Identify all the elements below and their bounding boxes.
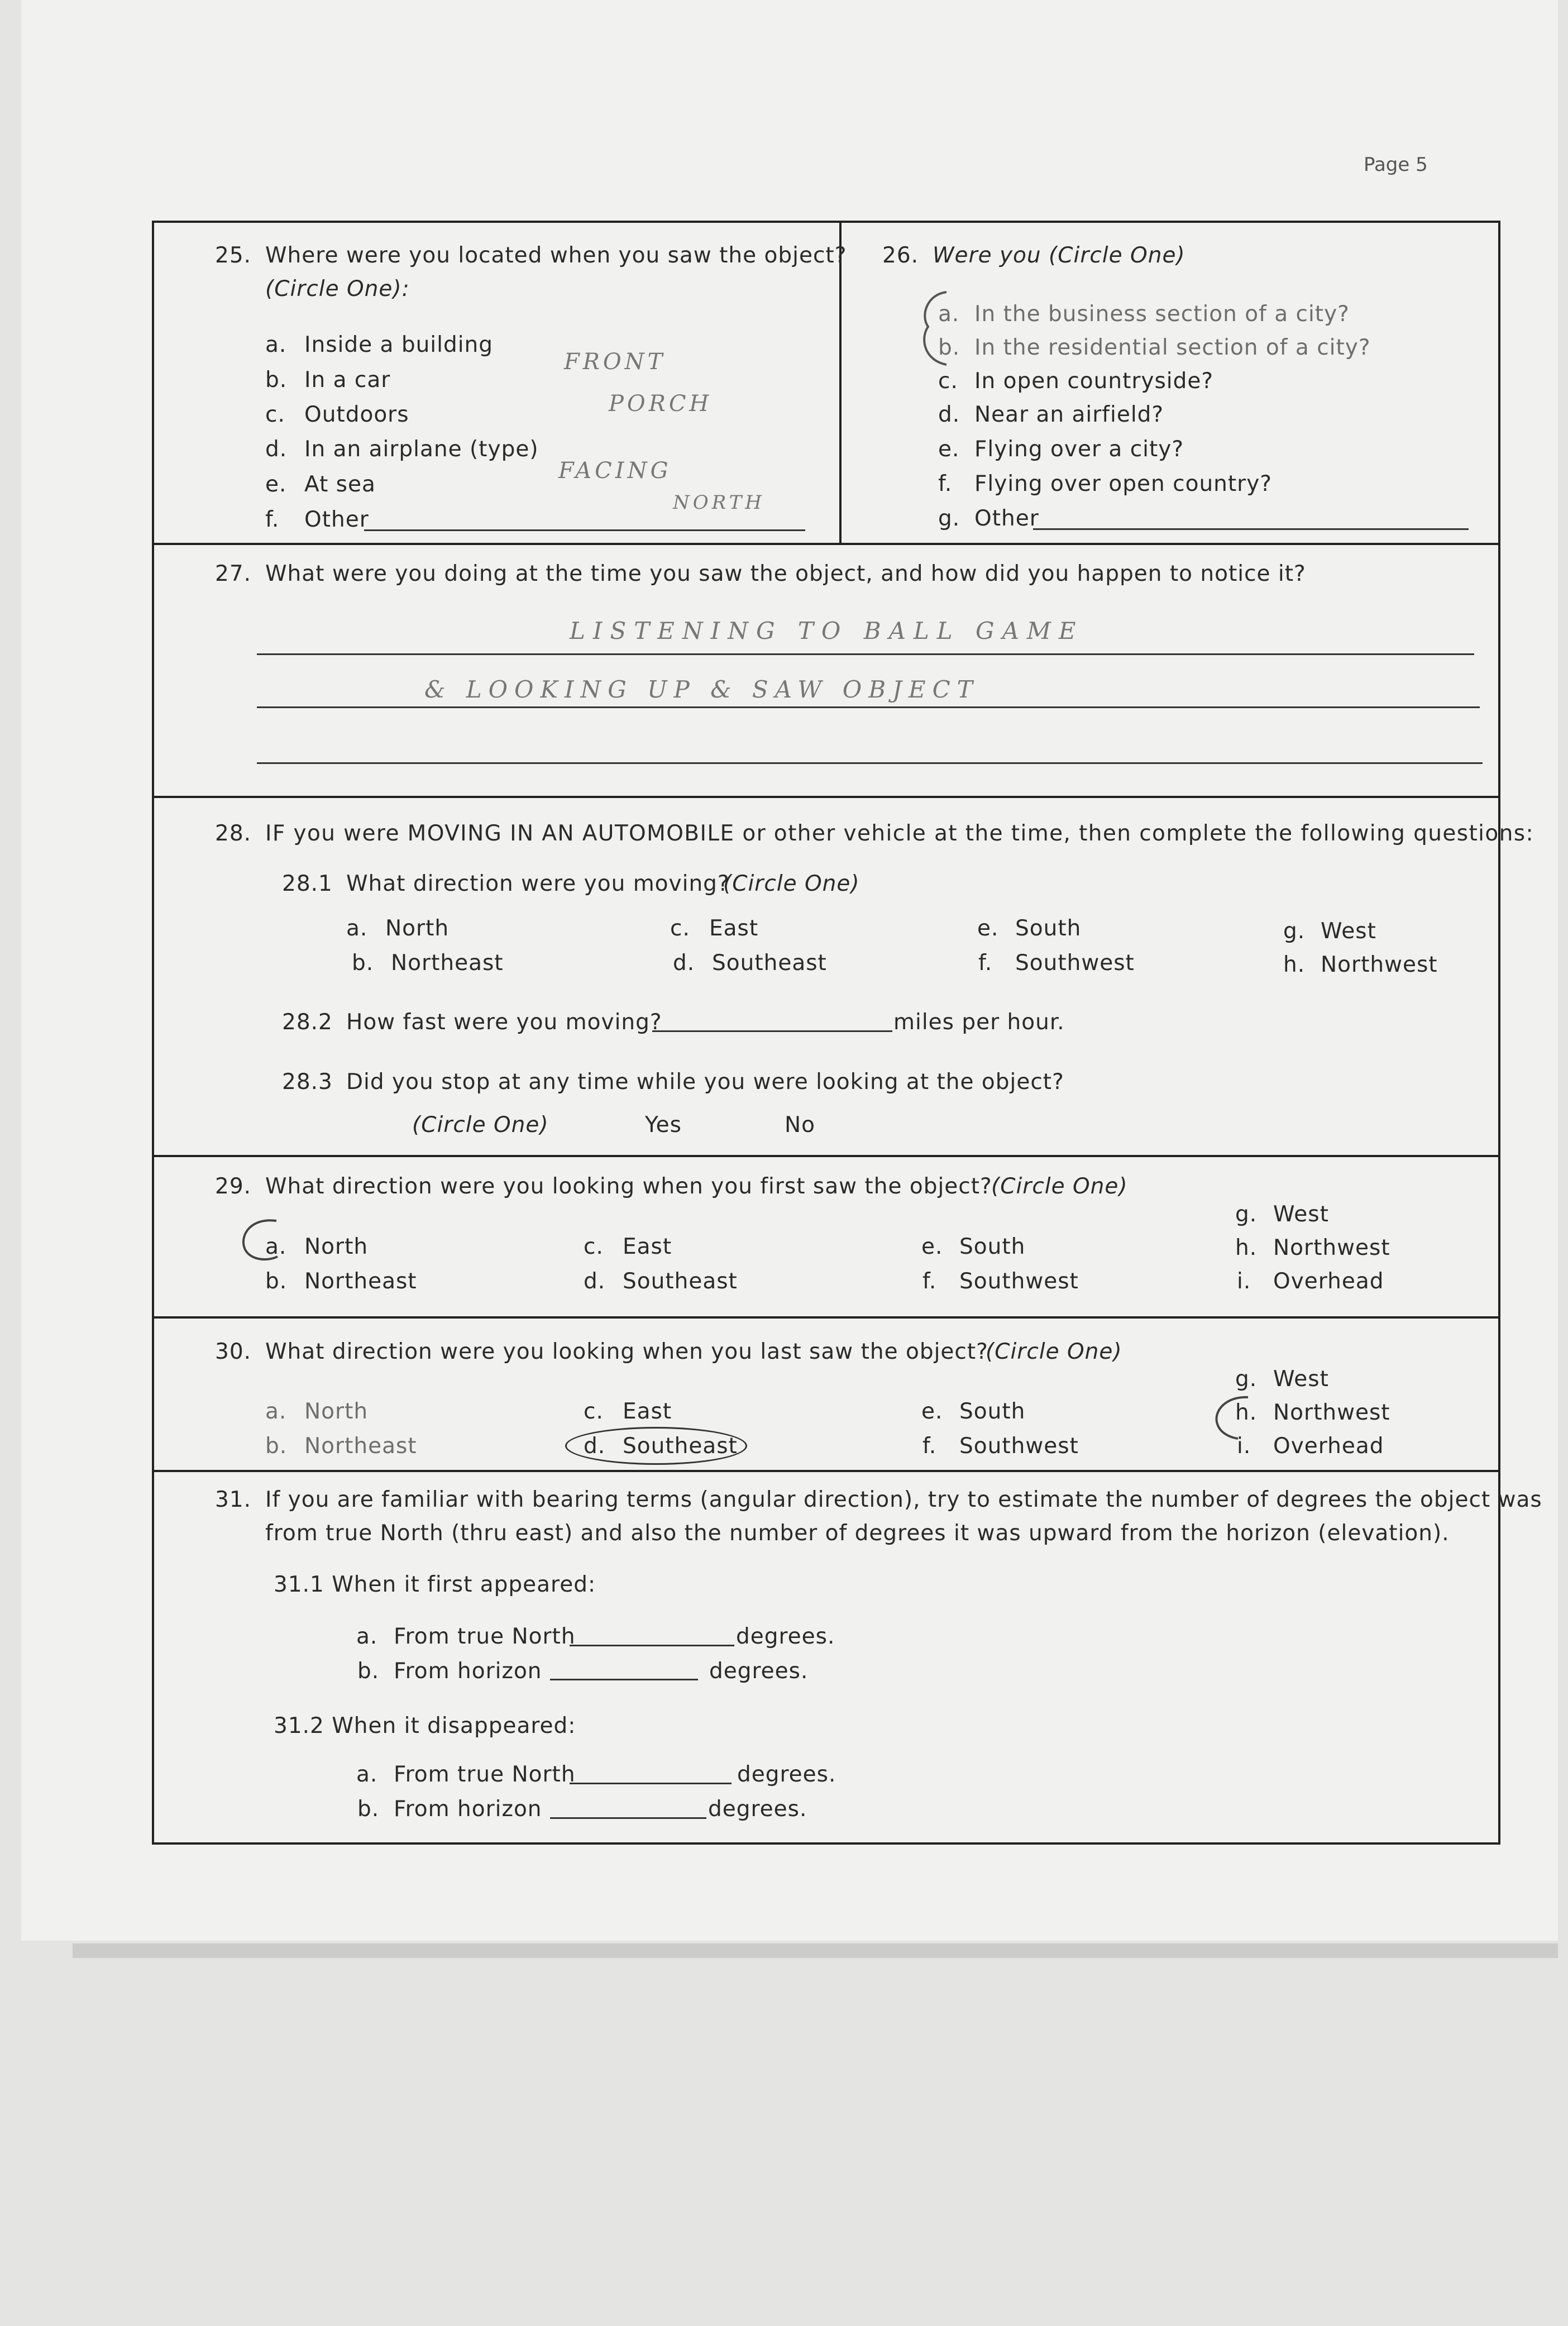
q25-number: 25. [215,243,252,268]
paper-shadow [73,1943,1558,1958]
q28-dir-c-letter: c. [670,916,690,941]
q31-text-line-2: from true North (thru east) and also the number of degrees it was upward from the horizon (elevation). [265,1521,1450,1546]
q28-dir-h-letter: h. [1283,952,1306,977]
divider-q25-q26 [839,221,842,545]
q28-dir-d-text[interactable]: Southeast [712,951,827,976]
q30-option-f-text[interactable]: Southwest [959,1434,1079,1459]
q29-option-e-letter: e. [921,1234,943,1259]
q28-dir-f-letter: f. [978,951,993,976]
q25-other-field[interactable] [364,529,805,531]
q31-2a-field[interactable] [570,1783,732,1784]
q26-option-g-text[interactable]: Other [974,506,1039,531]
q28-2-unit: miles per hour. [893,1010,1065,1035]
q26-option-b-text[interactable]: In the residential section of a city? [974,335,1371,360]
q25-option-e-letter: e. [265,472,287,497]
q30-option-a-letter: a. [265,1399,287,1424]
q28-dir-h-text[interactable]: Northwest [1321,952,1438,977]
q28-dir-g-letter: g. [1283,919,1306,944]
q29-option-a-text[interactable]: North [304,1234,369,1259]
q28-dir-c-text[interactable]: East [709,916,759,941]
q31-1a-unit: degrees. [736,1624,835,1649]
q29-instruction: (Circle One) [991,1174,1128,1199]
q29-option-f-text[interactable]: Southwest [959,1269,1079,1294]
q29-option-h-letter: h. [1235,1235,1258,1260]
q25-question: Where were you located when you saw the object? [265,243,847,268]
q29-option-h-text[interactable]: Northwest [1273,1235,1390,1260]
q29-question: What direction were you looking when you first saw the object? [265,1174,992,1199]
q28-dir-e-text[interactable]: South [1015,916,1082,941]
q27-question: What were you doing at the time you saw the object, and how did you happen to notice it? [265,561,1306,586]
q31-1-label: 31.1 When it first appeared: [274,1572,596,1597]
q30-instruction: (Circle One) [986,1339,1122,1364]
q30-question: What direction were you looking when you last saw the object? [265,1339,988,1364]
q25-option-f-letter: f. [265,507,280,532]
q28-dir-b-letter: b. [352,951,374,976]
q25-option-d-text[interactable]: In an airplane (type) [304,437,539,462]
q25-option-d-letter: d. [265,437,288,462]
q28-no-option[interactable]: No [785,1112,816,1138]
q30-option-d-text[interactable]: Southeast [623,1434,738,1459]
q30-option-i-text[interactable]: Overhead [1273,1434,1384,1459]
q25-instruction: (Circle One): [265,276,410,302]
q25-option-c-letter: c. [265,402,285,427]
q31-1b-unit: degrees. [709,1659,809,1684]
q30-option-b-text[interactable]: Northeast [304,1434,417,1459]
q26-option-a-text[interactable]: In the business section of a city? [974,302,1350,327]
q28-1-number: 28.1 [282,871,333,896]
q31-text-line-1: If you are familiar with bearing terms (angular direction), try to estimate the number of degrees the object was [265,1487,1542,1512]
q26-option-d-letter: d. [938,402,960,427]
q25-option-a-text[interactable]: Inside a building [304,332,494,357]
q29-option-b-text[interactable]: Northeast [304,1269,417,1294]
q31-2a-unit: degrees. [737,1762,836,1787]
q29-option-g-text[interactable]: West [1273,1202,1329,1227]
q26-number: 26. [882,243,919,268]
q30-option-f-letter: f. [922,1434,937,1459]
q25-handwriting-1: FRONT [564,349,666,375]
q30-option-h-text[interactable]: Northwest [1273,1400,1390,1425]
q29-option-d-letter: d. [584,1269,606,1294]
q28-speed-field[interactable] [652,1030,892,1032]
q26-option-e-letter: e. [938,437,960,462]
q26-bracket-mark [916,282,960,371]
q26-option-a-letter: a. [938,302,960,327]
q30-southeast-circle-mark [565,1427,747,1465]
q26-question: Were you (Circle One) [933,243,1185,268]
divider-q28 [152,796,1500,798]
q30-option-d-letter: d. [584,1434,606,1459]
q30-option-i-letter: i. [1237,1434,1251,1459]
q25-option-b-letter: b. [265,367,288,393]
q29-option-e-text[interactable]: South [959,1234,1026,1259]
q28-dir-g-text[interactable]: West [1321,919,1376,944]
q30-option-a-text[interactable]: North [304,1399,369,1424]
q29-option-f-letter: f. [922,1269,937,1294]
q28-yes-option[interactable]: Yes [645,1112,682,1138]
q28-dir-a-text[interactable]: North [385,916,450,941]
q26-option-e-text[interactable]: Flying over a city? [974,437,1184,462]
q29-circle-mark [237,1212,288,1268]
q31-1a-letter: a. [356,1624,378,1649]
divider-q31 [152,1470,1500,1472]
q25-handwriting-3: FACING [558,458,672,484]
q26-option-b-letter: b. [938,335,960,360]
q28-1-text: What direction were you moving? [346,871,730,896]
q28-3-number: 28.3 [282,1069,333,1095]
q31-1a-text: From true North [394,1624,576,1649]
q28-question: IF you were MOVING IN AN AUTOMOBILE or other vehicle at the time, then complete the following questions: [265,821,1534,846]
q25-handwriting-2: PORCH [609,391,713,417]
q28-3-instruction: (Circle One) [412,1112,549,1138]
q27-answer-line-3[interactable] [257,762,1483,764]
q27-handwriting-2: & LOOKING UP & SAW OBJECT [424,676,979,703]
q30-circle-mark [1209,1391,1259,1444]
q28-dir-a-letter: a. [346,916,368,941]
q27-handwriting-1: LISTENING TO BALL GAME [570,617,1084,644]
q29-option-b-letter: b. [265,1269,288,1294]
q26-other-field[interactable] [1033,528,1469,530]
q28-2-text: How fast were you moving? [346,1010,662,1035]
q28-number: 28. [215,821,252,846]
q28-2-number: 28.2 [282,1010,333,1035]
q25-handwriting-4: NORTH [673,491,765,514]
q31-2b-text: From horizon [394,1797,542,1822]
q31-1b-letter: b. [357,1659,380,1684]
q25-option-b-text[interactable]: In a car [304,367,391,393]
q30-option-e-text[interactable]: South [959,1399,1026,1424]
page-number: Page 5 [1364,154,1428,176]
q30-option-h-letter: h. [1235,1400,1258,1425]
q28-dir-e-letter: e. [977,916,999,941]
q26-option-c-text[interactable]: In open countryside? [974,369,1214,394]
q26-option-f-text[interactable]: Flying over open country? [974,471,1272,496]
q25-option-f-text[interactable]: Other [304,507,369,532]
q29-option-c-text[interactable]: East [623,1234,672,1259]
q27-number: 27. [215,561,252,586]
q31-2b-field[interactable] [550,1817,706,1819]
q30-option-g-letter: g. [1235,1367,1258,1392]
q29-option-c-letter: c. [584,1234,604,1259]
q26-option-c-letter: c. [938,369,958,394]
q30-option-b-letter: b. [265,1434,288,1459]
divider-q29 [152,1155,1500,1157]
q31-1a-field[interactable] [570,1645,734,1646]
q25-option-c-text[interactable]: Outdoors [304,402,409,427]
q31-1b-text: From horizon [394,1659,542,1684]
divider-q27 [152,543,1500,545]
q30-option-c-letter: c. [584,1399,604,1424]
q25-option-a-letter: a. [265,332,287,357]
q27-answer-line-1[interactable] [257,653,1474,655]
q31-2-label: 31.2 When it disappeared: [274,1713,576,1738]
q28-dir-b-text[interactable]: Northeast [391,951,504,976]
q31-2b-letter: b. [357,1797,380,1822]
q30-number: 30. [215,1339,252,1364]
q28-dir-d-letter: d. [673,951,695,976]
q31-number: 31. [215,1487,252,1512]
q31-2a-text: From true North [394,1762,576,1787]
q30-option-g-text[interactable]: West [1273,1367,1329,1392]
q28-1-instruction: (Circle One) [723,871,860,896]
q31-2a-letter: a. [356,1762,378,1787]
divider-q30 [152,1316,1500,1319]
q28-dir-f-text[interactable]: Southwest [1015,951,1135,976]
q25-option-e-text[interactable]: At sea [304,472,376,497]
q26-option-d-text[interactable]: Near an airfield? [974,402,1164,427]
q31-1b-field[interactable] [550,1679,698,1680]
q29-option-i-letter: i. [1237,1269,1251,1294]
q31-2b-unit: degrees. [708,1797,807,1822]
q26-option-g-letter: g. [938,506,960,531]
q28-3-text: Did you stop at any time while you were looking at the object? [346,1069,1064,1095]
q29-option-i-text[interactable]: Overhead [1273,1269,1384,1294]
q29-option-g-letter: g. [1235,1202,1258,1227]
q29-number: 29. [215,1174,252,1199]
q29-option-a-letter: a. [265,1234,287,1259]
q29-option-d-text[interactable]: Southeast [623,1269,738,1294]
q30-option-c-text[interactable]: East [623,1399,672,1424]
q30-option-e-letter: e. [921,1399,943,1424]
q27-answer-line-2[interactable] [257,706,1480,708]
q26-option-f-letter: f. [938,471,953,496]
